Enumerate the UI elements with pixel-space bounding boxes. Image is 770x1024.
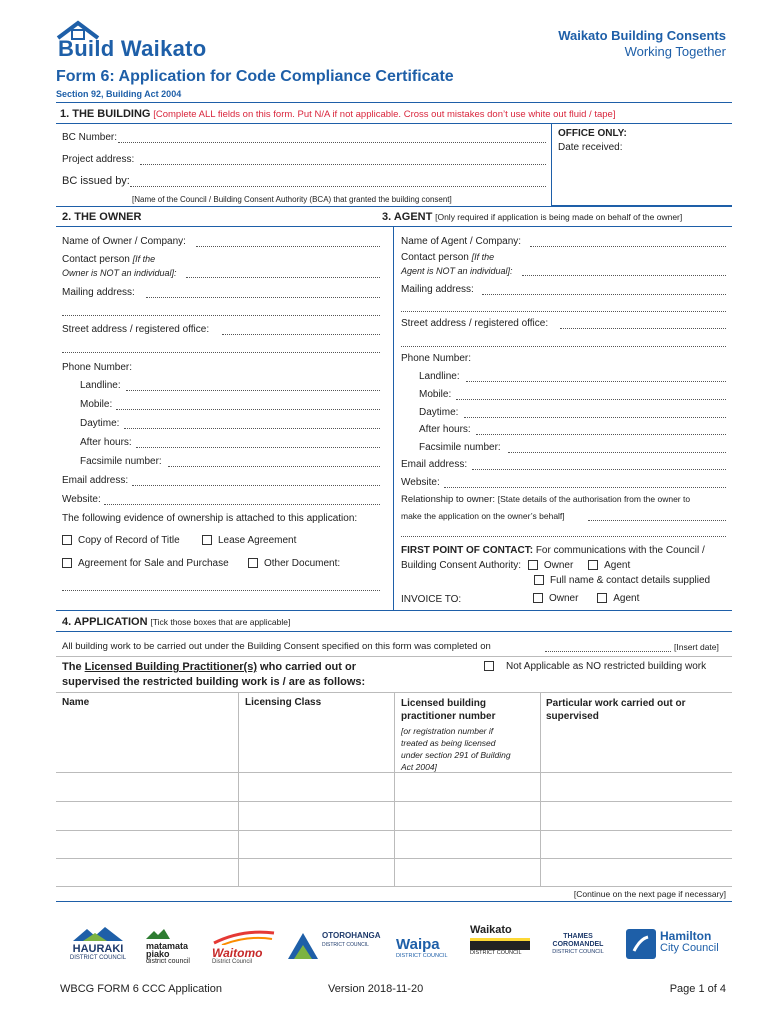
agent-name-field[interactable]	[530, 246, 726, 247]
lbp-post: who carried out or	[256, 661, 356, 673]
hauraki-name: HAURAKI	[72, 943, 124, 955]
agent-contact-note: [If the	[471, 252, 495, 262]
agent-contact-note2: Agent is NOT an individual]:	[401, 266, 513, 276]
owner-name-field[interactable]	[196, 246, 380, 247]
owner-mailing-field[interactable]	[146, 297, 380, 298]
invoice-owner-checkbox[interactable]	[533, 593, 543, 603]
header-tagline-1: Waikato Building Consents	[558, 28, 726, 43]
invoice-owner-label: Owner	[549, 593, 579, 604]
brand-name: Build Waikato	[58, 36, 207, 61]
thames-logo	[542, 933, 614, 955]
bc-number-field[interactable]	[118, 142, 546, 143]
agent-phone-label: Phone Number:	[401, 353, 472, 364]
footer-center: Version 2018-11-20	[328, 983, 424, 995]
owner-afterhours-label: After hours:	[80, 437, 132, 448]
bc-issued-by-label: BC issued by:	[62, 175, 130, 187]
owner-mobile-label: Mobile:	[80, 399, 113, 410]
agent-daytime-field[interactable]	[464, 417, 726, 418]
contact-agent-checkbox[interactable]	[588, 560, 598, 570]
opt-copy-record[interactable]	[62, 535, 180, 546]
agent-landline-label: Landline:	[419, 371, 460, 382]
full-name-checkbox[interactable]	[534, 575, 544, 585]
section4-heading: 4. APPLICATION	[62, 616, 148, 628]
lbp-pre: The	[62, 661, 85, 673]
section3-heading: 3. AGENT	[382, 211, 433, 223]
hamilton-sub: City Council	[660, 942, 719, 954]
owner-contact-note2: Owner is NOT an individual]:	[62, 268, 177, 278]
owner-website-field[interactable]	[104, 504, 380, 505]
completed-text: All building work to be carried out under the Building Consent specified on this form was completed on	[62, 641, 491, 652]
owner-street-label: Street address / registered office:	[62, 324, 210, 335]
other-doc-field[interactable]	[62, 590, 380, 591]
bca-contact-row	[401, 560, 630, 571]
agent-afterhours-label: After hours:	[419, 424, 471, 435]
office-only-label: OFFICE ONLY:	[558, 128, 627, 139]
full-name-row[interactable]	[534, 575, 710, 586]
not-applicable-checkbox[interactable]	[484, 661, 494, 671]
owner-daytime-label: Daytime:	[80, 418, 120, 429]
hauraki-logo	[60, 927, 136, 961]
waitomo-name: Waitomo	[212, 946, 263, 960]
owner-street-field-2[interactable]	[62, 352, 380, 353]
contact-agent-label: Agent	[604, 560, 631, 571]
opt-other[interactable]	[248, 558, 340, 569]
date-received-label: Date received:	[558, 142, 623, 153]
agent-street-label: Street address / registered office:	[401, 318, 549, 329]
agent-relationship-note: [State details of the authorisation from the owner to	[497, 494, 691, 504]
agent-contact-label	[401, 252, 494, 263]
first-point-label: FIRST POINT OF CONTACT:	[401, 545, 534, 556]
completed-divider	[56, 656, 732, 657]
copy-record-label: Copy of Record of Title	[78, 535, 180, 546]
col-lbp-header: Licensed building practitioner number	[401, 698, 496, 722]
owner-website-label: Website:	[62, 494, 101, 505]
waipa-sub: DISTRICT COUNCIL	[396, 953, 448, 959]
section1-heading-row	[60, 108, 615, 120]
section3-heading-row	[382, 211, 682, 223]
otorohanga-sub: DISTRICT COUNCIL	[322, 942, 369, 948]
hauraki-sub: DISTRICT COUNCIL	[69, 955, 127, 961]
col-class-header: Licensing Class	[245, 697, 322, 708]
lbp-col-line-1	[238, 692, 239, 886]
office-only-box	[551, 124, 732, 206]
lbp-col-line-2	[394, 692, 395, 886]
section1-heading: 1. THE BUILDING	[60, 108, 151, 120]
invoice-row	[401, 594, 731, 605]
sale-checkbox[interactable]	[62, 558, 72, 568]
section23-divider	[56, 226, 732, 227]
header-tagline-2: Working Together	[624, 44, 726, 59]
invoice-options	[533, 593, 639, 604]
section2-heading: 2. THE OWNER	[62, 211, 142, 223]
insert-date-label: [Insert date]	[674, 642, 719, 652]
thames-sub: DISTRICT COUNCIL	[552, 949, 604, 955]
agent-relationship-field-2[interactable]	[401, 536, 726, 537]
agent-landline-field[interactable]	[466, 381, 726, 382]
owner-landline-label: Landline:	[80, 380, 121, 391]
project-address-label: Project address:	[62, 154, 135, 165]
agent-contact-field[interactable]	[522, 275, 726, 276]
agent-relationship-label: Relationship to owner:	[401, 494, 495, 505]
owner-fax-label: Facsimile number:	[80, 456, 162, 467]
owner-landline-field[interactable]	[126, 390, 380, 391]
waipa-logo	[396, 929, 460, 959]
invoice-label: INVOICE TO:	[401, 594, 462, 605]
waikato-band	[470, 938, 530, 950]
agent-website-field[interactable]	[444, 487, 726, 488]
agent-fax-label: Facsimile number:	[419, 442, 501, 453]
col-name-header: Name	[62, 697, 90, 708]
section3-note: [Only required if application is being made on behalf of the owner]	[435, 212, 683, 222]
waitomo-swoosh-icon	[212, 929, 276, 945]
agent-relationship-field[interactable]	[588, 520, 726, 521]
lbp-heading-line2: supervised the restricted building work is / are as follows:	[62, 676, 366, 688]
agent-name-label: Name of Agent / Company:	[401, 236, 522, 247]
agent-fax-field[interactable]	[508, 452, 726, 453]
section4-divider	[56, 631, 732, 632]
hamilton-name: Hamilton	[660, 929, 712, 943]
lease-label: Lease Agreement	[218, 535, 297, 546]
matamata-sub: district council	[146, 958, 190, 965]
full-name-label: Full name & contact details supplied	[550, 575, 711, 586]
owner-contact-field[interactable]	[186, 277, 380, 278]
hamilton-h-icon	[626, 929, 656, 959]
otorohanga-icon	[288, 931, 318, 961]
lbp-col-line-3	[540, 692, 541, 886]
section4-bottom	[56, 901, 732, 902]
owner-contact-note: [If the	[132, 254, 156, 264]
opt-lease[interactable]	[202, 535, 296, 546]
sale-label: Agreement for Sale and Purchase	[78, 558, 229, 569]
agent-street-field-2[interactable]	[401, 346, 726, 347]
agent-mailing-field[interactable]	[482, 294, 726, 295]
col-work-header: Particular work carried out or supervised	[546, 698, 686, 722]
lbp-underlined: Licensed Building Practitioner(s)	[84, 661, 257, 673]
col-lbp-note: [or registration number if treated as being licensed under section 291 of Building Act 2004]	[401, 726, 511, 772]
bca-note: [Name of the Council / Building Consent Authority (BCA) that granted the building consent]	[132, 195, 452, 204]
owner-afterhours-field[interactable]	[136, 447, 380, 448]
section4-note: [Tick those boxes that are applicable]	[150, 617, 291, 627]
first-point-text: For communications with the Council /	[535, 545, 705, 556]
copy-record-checkbox[interactable]	[62, 535, 72, 545]
owner-contact-text: Contact person	[62, 254, 130, 265]
title-divider	[56, 102, 732, 103]
hauraki-mountain-icon	[73, 927, 123, 941]
owner-daytime-field[interactable]	[124, 428, 380, 429]
footer-right: Page 1 of 4	[669, 983, 726, 995]
matamata-icon	[146, 929, 170, 939]
contact-owner-label: Owner	[543, 560, 574, 571]
agent-email-label: Email address:	[401, 459, 468, 470]
agent-contact-text: Contact person	[401, 252, 469, 263]
not-applicable-row[interactable]	[484, 661, 706, 672]
agent-daytime-label: Daytime:	[419, 407, 459, 418]
owner-mailing-field-2[interactable]	[62, 315, 380, 316]
bc-number-label: BC Number:	[62, 132, 118, 143]
section23-bottom-divider	[56, 610, 732, 611]
bc-issued-by-field[interactable]	[130, 186, 546, 187]
form-subtitle: Section 92, Building Act 2004	[56, 89, 182, 99]
first-point-row	[401, 545, 705, 556]
waitomo-sub: District Council	[212, 959, 253, 965]
waipa-name: Waipa	[396, 936, 440, 953]
invoice-agent-checkbox[interactable]	[597, 593, 607, 603]
lbp-row-line-5	[56, 886, 732, 887]
lease-checkbox[interactable]	[202, 535, 212, 545]
section1-bottom-divider	[56, 206, 732, 207]
continue-note: [Continue on the next page if necessary]	[573, 889, 726, 899]
waikato-name: Waikato	[470, 924, 512, 936]
agent-relationship-row	[401, 494, 690, 505]
contact-owner-checkbox[interactable]	[528, 560, 538, 570]
waikato-logo	[470, 925, 530, 956]
agent-website-label: Website:	[401, 477, 440, 488]
invoice-agent-label: Agent	[613, 593, 640, 604]
agent-mobile-field[interactable]	[456, 399, 726, 400]
bca-label: Building Consent Authority:	[401, 560, 522, 571]
owner-phone-label: Phone Number:	[62, 362, 133, 373]
footer-left: WBCG FORM 6 CCC Application	[60, 983, 222, 995]
otorohanga-name: OTOROHANGA	[322, 931, 381, 940]
not-applicable-label: Not Applicable as NO restricted building work	[506, 661, 707, 672]
agent-street-field[interactable]	[560, 328, 726, 329]
lbp-heading-line1	[62, 661, 356, 673]
project-address-field[interactable]	[140, 164, 546, 165]
agent-mailing-field-2[interactable]	[401, 311, 726, 312]
agent-email-field[interactable]	[472, 469, 726, 470]
agent-mobile-label: Mobile:	[419, 389, 452, 400]
other-doc-checkbox[interactable]	[248, 558, 258, 568]
waikato-sub: DISTRICT COUNCIL	[470, 950, 522, 956]
form-title: Form 6: Application for Code Compliance Certificate	[56, 68, 454, 85]
matamata-name: matamata piako	[146, 941, 189, 959]
owner-contact-label	[62, 254, 155, 265]
section4-heading-row	[62, 616, 290, 628]
owner-mailing-label: Mailing address:	[62, 287, 135, 298]
council-logos	[60, 925, 732, 969]
matamata-logo	[146, 929, 206, 966]
opt-sale[interactable]	[62, 558, 229, 569]
thames-name: THAMES COROMANDEL	[552, 933, 604, 948]
owner-mobile-field[interactable]	[116, 409, 380, 410]
agent-afterhours-field[interactable]	[476, 434, 726, 435]
owner-name-label: Name of Owner / Company:	[62, 236, 186, 247]
waitomo-logo	[212, 929, 282, 965]
owner-evidence-label: The following evidence of ownership is attached to this application:	[62, 513, 358, 524]
owner-street-field[interactable]	[222, 334, 380, 335]
section23-vertical	[393, 226, 394, 610]
owner-fax-field[interactable]	[168, 466, 380, 467]
agent-relationship-note2: make the application on the owner’s behalf]	[401, 511, 565, 521]
agent-mailing-label: Mailing address:	[401, 284, 474, 295]
owner-email-field[interactable]	[132, 485, 380, 486]
owner-email-label: Email address:	[62, 475, 129, 486]
section1-note: [Complete ALL fields on this form. Put N/A if not applicable. Cross out mistakes don’t use white out fluid / tape]	[153, 109, 616, 120]
completed-date-field[interactable]	[545, 651, 671, 652]
other-doc-label: Other Document:	[264, 558, 341, 569]
